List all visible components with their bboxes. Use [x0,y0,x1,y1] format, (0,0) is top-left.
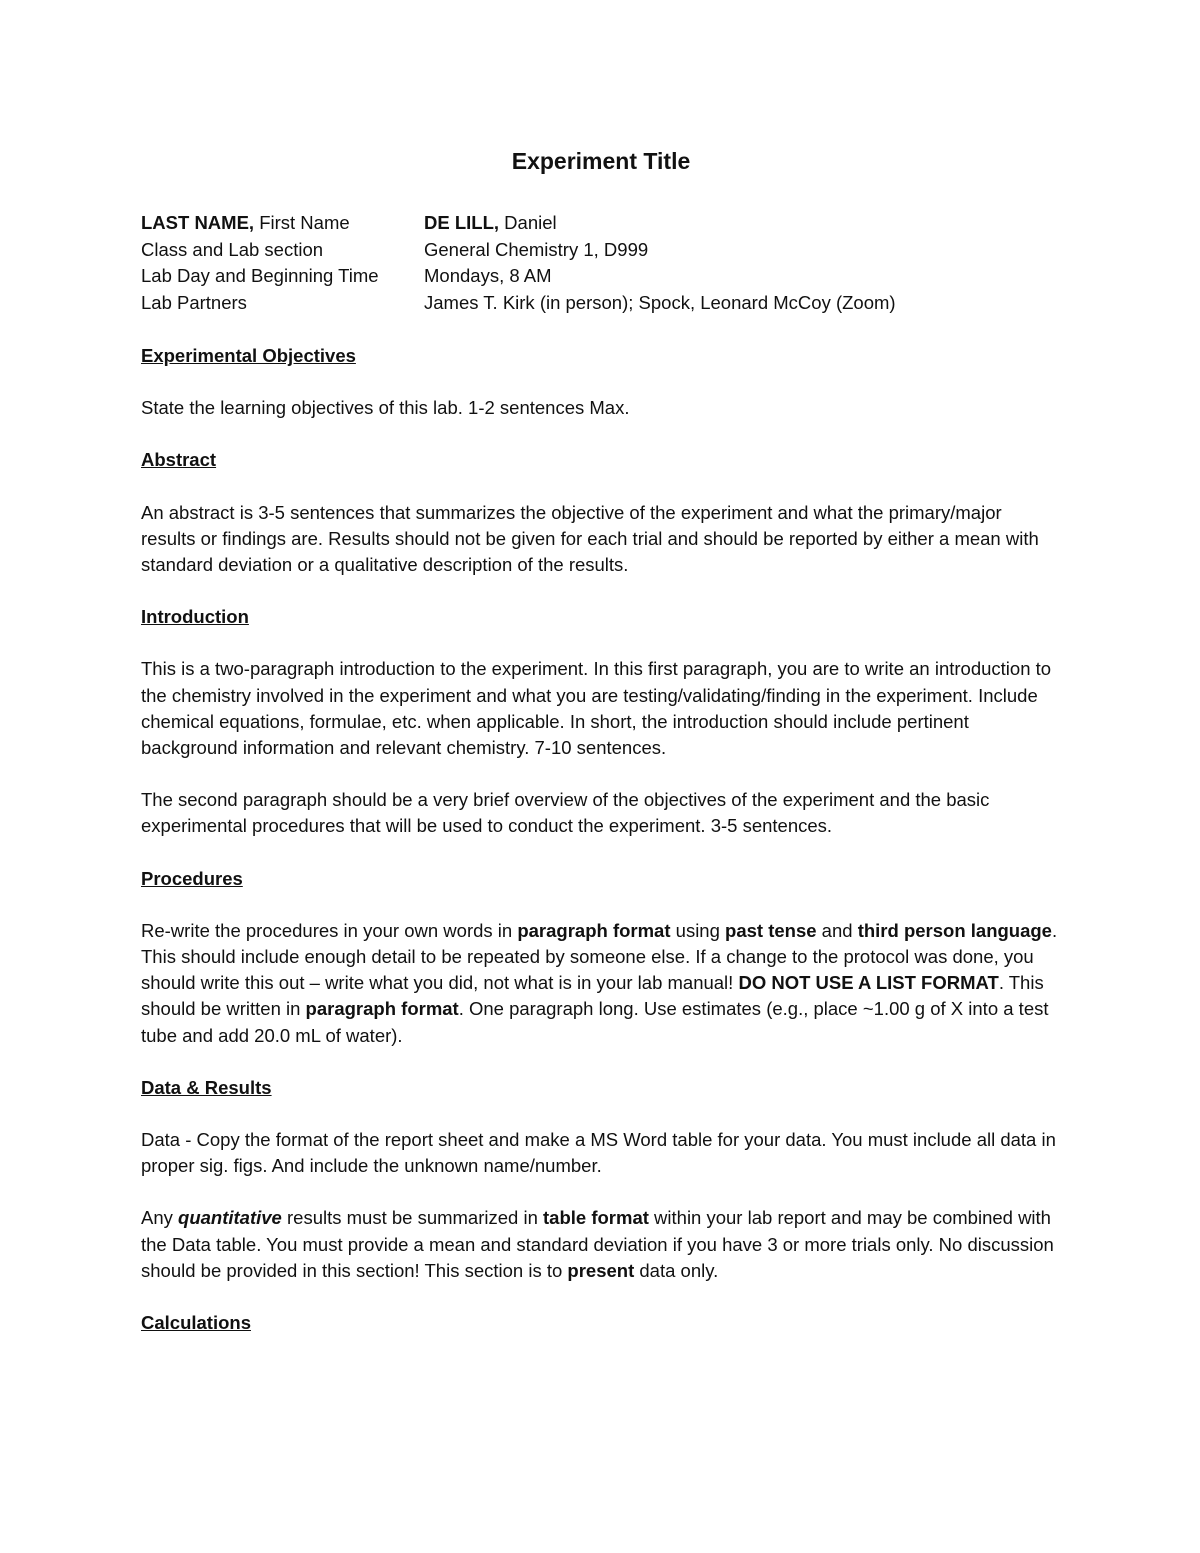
info-row-class [141,237,1061,264]
procedures-heading: Procedures [141,867,243,889]
text-run: within your lab report and may be combined with the Data table. You must provide a mean and standard deviation if you have 3 or more trials only. No discussion should be provided in this section! This section is to [141,1207,1054,1281]
info-label-text: Lab Partners [141,291,247,313]
procedures-text [141,918,1061,1049]
text-run: results must be summarized in [281,1207,544,1229]
info-label [141,263,424,290]
info-label-text: Lab Day and Beginning Time [141,265,379,286]
document-page [141,140,1061,1362]
bold-run: DO NOT USE A LIST FORMAT [738,972,999,994]
text-run: data only. [634,1259,719,1281]
text-run: using [670,919,726,941]
introduction-paragraph-2: The second paragraph should be a very brief overview of the objectives of the experiment and the basic experimental procedures that will be used to conduct the experiment. 3-5 sentences. [141,789,990,837]
bold-run: table format [543,1207,649,1229]
student-info [141,210,1061,316]
info-label-text: Class and Lab section [141,238,324,260]
bold-run: third person language [857,919,1052,941]
info-row-partners [141,290,1061,317]
info-value-text: General Chemistry 1, D999 [424,238,649,260]
info-value [424,263,1061,290]
bold-italic-run: quantitative [178,1207,282,1229]
text-run: Any [141,1207,179,1229]
calculations-heading: Calculations [141,1312,251,1334]
bold-run: present [567,1259,635,1281]
introduction-heading: Introduction [141,606,249,628]
info-row-lab-day [141,263,1061,290]
data-results-paragraph-2 [141,1205,1061,1284]
info-label-bold: LAST NAME, [141,212,255,233]
info-label-text: First Name [254,212,350,233]
text-run: and [816,919,858,941]
introduction-paragraph-1: This is a two-paragraph introduction to the experiment. In this first paragraph, you are to write an introduction to the chemistry involved in the experiment and what you are testing/validating/finding in the experiment. Include chemical equations, formulae, etc. when applicable. In short, the introduction should include pertinent background information and relevant chemistry. 7-10 sentences. [141,658,1052,759]
info-value [424,290,1061,317]
info-value-text: Mondays, 8 AM [424,265,552,286]
text-run: Re-write the procedures in your own words in [141,919,518,941]
info-value-text: James T. Kirk (in person); Spock, Leonard McCoy (Zoom) [424,291,896,313]
text-run: . This should be written in [141,972,1044,1020]
data-results-heading: Data & Results [141,1076,272,1098]
abstract-text: An abstract is 3-5 sentences that summarizes the objective of the experiment and what the primary/major results or findings are. Results should not be given for each trial and should be reported by either a mean with standard deviation or a qualitative description of the results. [141,501,1039,576]
bold-run: paragraph format [517,919,671,941]
bold-run: paragraph format [305,998,459,1020]
info-value-text: Daniel [499,212,557,233]
abstract-heading: Abstract [141,449,217,471]
objectives-text: State the learning objectives of this lab. 1-2 sentences Max. [141,397,630,419]
info-row-name [141,210,1061,237]
text-run: . This should include enough detail to be repeated by someone else. If a change to the protocol was done, you should write this out – write what you did, not what is in your lab manual! [141,919,1058,994]
page-title: Experiment Title [511,148,691,174]
info-value-bold: DE LILL, [424,212,500,233]
info-label [141,237,424,264]
objectives-heading: Experimental Objectives [141,345,356,366]
info-label [141,210,424,237]
info-value [424,237,1061,264]
bold-run: past tense [725,919,817,941]
text-run: . One paragraph long. Use estimates (e.g., place ~1.00 g of X into a test tube and add 20.0 mL of water). [141,998,1049,1046]
data-results-paragraph-1: Data - Copy the format of the report sheet and make a MS Word table for your data. You must include all data in proper sig. figs. And include the unknown name/number. [141,1129,1056,1177]
info-value [424,210,1061,237]
info-label [141,290,424,317]
